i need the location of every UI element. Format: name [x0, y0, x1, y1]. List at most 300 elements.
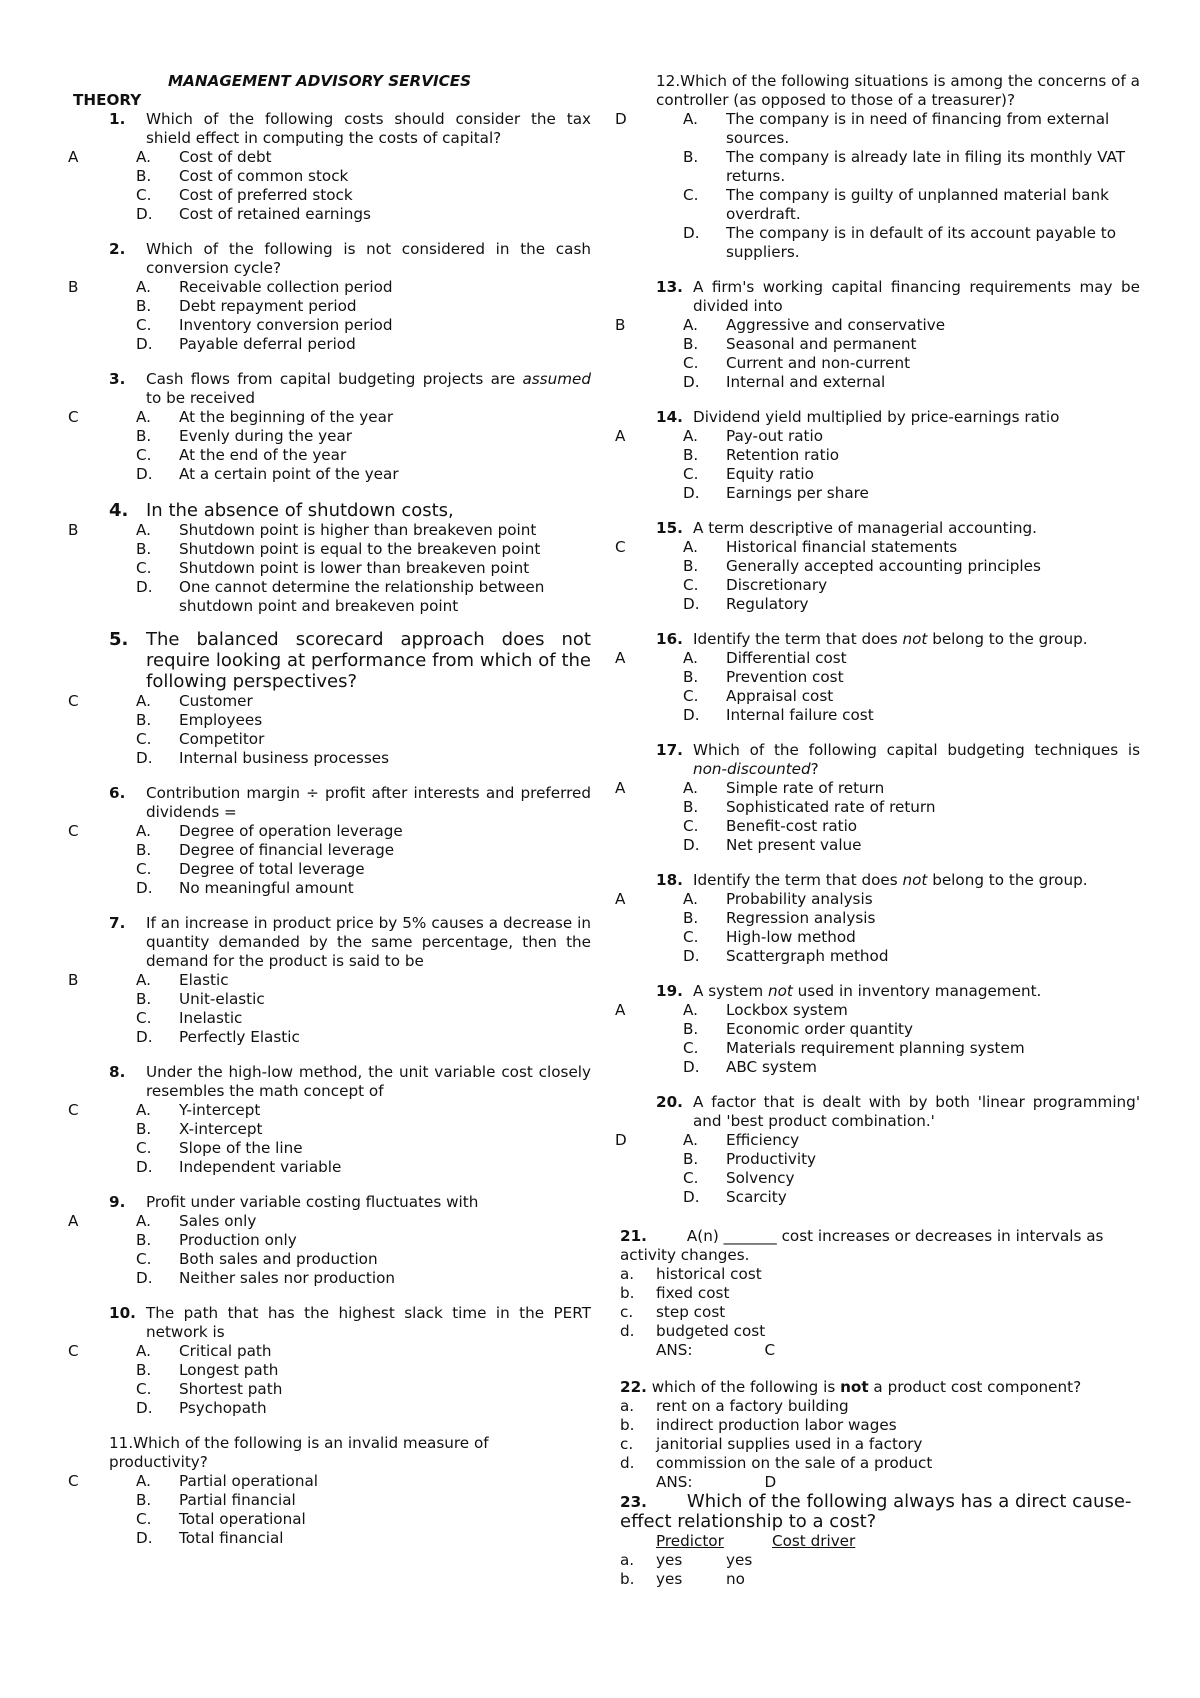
question-stem-block [73, 500, 591, 521]
option-row [73, 749, 591, 768]
option-text: Unit-elastic [179, 990, 265, 1008]
question-stem: A(n) _______ cost increases or decreases in intervals as activity changes. [620, 1227, 1104, 1264]
question-stem-block [620, 408, 1140, 427]
option-text: Earnings per share [726, 484, 869, 502]
option-letter: B. [136, 990, 152, 1008]
option-text: Sophisticated rate of return [726, 798, 936, 816]
question-stem-post: a product cost component? [868, 1378, 1082, 1396]
question-options [620, 1551, 1140, 1589]
option-letter: A. [136, 1101, 151, 1119]
option-letter: D. [136, 879, 153, 897]
option-letter: A. [136, 1212, 151, 1230]
question-number: 22. [620, 1378, 647, 1396]
option-text: Total operational [179, 1510, 306, 1528]
option-letter: B. [136, 167, 152, 185]
option-letter: B. [683, 335, 699, 353]
option-letter: D. [683, 484, 700, 502]
option-row [620, 446, 1140, 465]
option-letter: C. [136, 730, 152, 748]
option-letter: b. [620, 1416, 635, 1434]
question-stem: A factor that is dealt with by both 'linear programming' and 'best product combination.' [693, 1093, 1140, 1130]
question-item [68, 784, 591, 898]
option-row [73, 465, 591, 484]
option-text: Employees [179, 711, 263, 729]
predictor-value: yes [656, 1551, 683, 1569]
question-21 [620, 1227, 1140, 1360]
option-row [73, 1399, 591, 1418]
question-stem-pre: A system [693, 982, 768, 1000]
question-number: 11. [109, 1434, 134, 1452]
option-letter: B. [136, 711, 152, 729]
option-letter: A. [136, 521, 151, 539]
option-row [73, 316, 591, 335]
option-row [620, 1435, 1140, 1454]
option-row [73, 1269, 591, 1288]
option-text: X-intercept [179, 1120, 263, 1138]
document-title: MANAGEMENT ADVISORY SERVICES [168, 72, 472, 90]
option-row [615, 649, 1140, 668]
option-letter: C. [136, 446, 152, 464]
question-options [68, 1472, 591, 1548]
cost-driver-value: yes [726, 1551, 753, 1569]
option-row [73, 1009, 591, 1028]
question-item [615, 408, 1140, 503]
option-text: commission on the sale of a product [656, 1454, 933, 1472]
option-letter: B. [683, 798, 699, 816]
option-row [73, 1158, 591, 1177]
cost-driver-value: no [726, 1570, 745, 1588]
option-text: Cost of debt [179, 148, 272, 166]
question-options [615, 1131, 1140, 1207]
option-text: Critical path [179, 1342, 272, 1360]
option-letter: B. [136, 297, 152, 315]
option-text: High-low method [726, 928, 856, 946]
option-row [620, 354, 1140, 373]
option-text: Prevention cost [726, 668, 844, 686]
question-options [620, 1265, 1140, 1341]
option-letter: C. [683, 576, 699, 594]
option-row [620, 1416, 1140, 1435]
question-stem: Which of the following is an invalid measure of productivity? [109, 1434, 489, 1471]
question-stem-post: belong to the group. [927, 871, 1088, 889]
option-row [620, 186, 1140, 224]
option-row [68, 1472, 591, 1491]
answer-key: A [615, 427, 626, 445]
answer-key: B [615, 316, 626, 334]
question-item [615, 630, 1140, 725]
option-letter: D. [136, 1028, 153, 1046]
option-text: Neither sales nor production [179, 1269, 395, 1287]
option-text: Probability analysis [726, 890, 873, 908]
option-letter: D. [683, 1188, 700, 1206]
question-stem-block [73, 629, 591, 692]
option-text: Appraisal cost [726, 687, 834, 705]
option-text: Shutdown point is equal to the breakeven point [179, 540, 541, 558]
question-options [68, 822, 591, 898]
question-number: 1. [109, 110, 126, 128]
option-text: Solvency [726, 1169, 795, 1187]
question-number: 14. [656, 408, 683, 426]
question-item [68, 629, 591, 768]
answer-key: A [615, 1001, 626, 1019]
option-row [620, 1284, 1140, 1303]
option-text: Shutdown point is higher than breakeven point [179, 521, 537, 539]
option-letter: B. [683, 557, 699, 575]
option-letter: D. [683, 373, 700, 391]
option-letter: C. [683, 928, 699, 946]
option-text: Customer [179, 692, 253, 710]
answer-key: A [68, 148, 79, 166]
option-letter: A. [683, 427, 698, 445]
question-item [615, 72, 1140, 262]
option-row [68, 971, 591, 990]
option-letter: D. [136, 1269, 153, 1287]
question-stem: A firm's working capital financing requirements may be divided into [693, 278, 1140, 315]
option-text: Cost of preferred stock [179, 186, 353, 204]
option-text: Degree of total leverage [179, 860, 365, 878]
question-stem-block [620, 741, 1140, 779]
option-letter: B. [136, 427, 152, 445]
question-item [615, 871, 1140, 966]
question-number: 18. [656, 871, 683, 889]
question-number: 17. [656, 741, 683, 759]
option-row [620, 1020, 1140, 1039]
answer-key: C [68, 1101, 79, 1119]
option-text: Economic order quantity [726, 1020, 913, 1038]
option-text: Perfectly Elastic [179, 1028, 300, 1046]
question-stem-block [73, 1063, 591, 1101]
question-stem-block [73, 1193, 591, 1212]
option-row [68, 692, 591, 711]
option-letter: B. [136, 1491, 152, 1509]
question-stem-post: ? [810, 760, 819, 778]
question-number: 23. [620, 1493, 647, 1511]
option-letter: A. [683, 779, 698, 797]
question-stem-block [73, 914, 591, 971]
question-options [68, 1212, 591, 1288]
option-row [73, 730, 591, 749]
option-text: rent on a factory building [656, 1397, 849, 1415]
question-number: 13. [656, 278, 683, 296]
option-letter: C. [683, 186, 699, 204]
answer-label: ANS: [656, 1473, 693, 1491]
option-letter: b. [620, 1570, 635, 1588]
question-stem: Dividend yield multiplied by price-earnings ratio [693, 408, 1060, 426]
option-row [620, 1265, 1140, 1284]
option-letter: B. [136, 841, 152, 859]
option-row [73, 1028, 591, 1047]
question-number: 7. [109, 914, 126, 932]
left-column [68, 72, 591, 1548]
question-number: 10. [109, 1304, 136, 1322]
question-number: 21. [620, 1227, 647, 1245]
option-row [73, 1120, 591, 1139]
answer-key: C [615, 538, 626, 556]
option-letter: C. [136, 1009, 152, 1027]
option-text: Slope of the line [179, 1139, 303, 1157]
question-number: 8. [109, 1063, 126, 1081]
option-text: One cannot determine the relationship between shutdown point and breakeven point [179, 578, 545, 615]
option-letter: d. [620, 1322, 635, 1340]
option-letter: D. [136, 1399, 153, 1417]
option-row [620, 484, 1140, 503]
option-row [615, 538, 1140, 557]
option-letter: A. [136, 1472, 151, 1490]
option-text: Regression analysis [726, 909, 876, 927]
option-row [620, 148, 1140, 186]
question-options [615, 779, 1140, 855]
option-letter: D. [136, 578, 153, 596]
option-letter: a. [620, 1551, 635, 1569]
question-options [615, 1001, 1140, 1077]
option-row [73, 1529, 591, 1548]
option-row [615, 890, 1140, 909]
option-row [73, 1250, 591, 1269]
answer-value: C [764, 1341, 776, 1359]
option-text: Longest path [179, 1361, 279, 1379]
option-text: Shortest path [179, 1380, 283, 1398]
section-heading: THEORY [73, 91, 142, 109]
option-text: At a certain point of the year [179, 465, 399, 483]
option-row [73, 1361, 591, 1380]
option-row [73, 186, 591, 205]
option-row [615, 1131, 1140, 1150]
option-text: The company is in default of its account payable to suppliers. [726, 224, 1117, 261]
answer-key: C [68, 1342, 79, 1360]
option-letter: D. [683, 224, 700, 242]
question-stem: If an increase in product price by 5% causes a decrease in quantity demanded by the same percentage, then the demand for the product is said to be [146, 914, 591, 970]
predictor-value: yes [656, 1570, 683, 1588]
option-text: At the beginning of the year [179, 408, 394, 426]
option-text: Differential cost [726, 649, 847, 667]
answer-key: C [68, 692, 79, 710]
option-text: Internal business processes [179, 749, 389, 767]
question-options [68, 521, 591, 616]
question-stem-pre: Identify the term that does [693, 871, 903, 889]
question-item [68, 1193, 591, 1288]
option-letter: c. [620, 1435, 634, 1453]
option-row [620, 557, 1140, 576]
question-number: 20. [656, 1093, 683, 1111]
left-question-list [68, 110, 591, 1548]
option-letter: D. [683, 836, 700, 854]
option-text: Scattergraph method [726, 947, 889, 965]
option-text: Inventory conversion period [179, 316, 393, 334]
question-stem-pre: Cash flows from capital budgeting projects are [146, 370, 523, 388]
option-row [73, 879, 591, 898]
option-row [73, 335, 591, 354]
option-letter: A. [136, 822, 151, 840]
question-stem: A term descriptive of managerial accounting. [693, 519, 1037, 537]
question-options [68, 278, 591, 354]
option-letter: A. [136, 692, 151, 710]
question-item [615, 741, 1140, 855]
option-letter: A. [136, 971, 151, 989]
option-text: Competitor [179, 730, 265, 748]
question-item [68, 1063, 591, 1177]
question-number: 15. [656, 519, 683, 537]
question-stem-emphasis: assumed [522, 370, 591, 388]
answer-key: C [68, 1472, 79, 1490]
option-text: At the end of the year [179, 446, 347, 464]
option-text: Degree of financial leverage [179, 841, 395, 859]
option-letter: A. [683, 538, 698, 556]
option-letter: B. [683, 668, 699, 686]
question-item [68, 914, 591, 1047]
option-row [73, 297, 591, 316]
question-stem-strong: not [840, 1378, 869, 1396]
option-text: ABC system [726, 1058, 817, 1076]
question-number: 3. [109, 370, 126, 388]
option-letter: D. [136, 335, 153, 353]
option-row [68, 148, 591, 167]
option-row [68, 1101, 591, 1120]
option-row [620, 1039, 1140, 1058]
option-text: Shutdown point is lower than breakeven point [179, 559, 530, 577]
option-letter: a. [620, 1397, 635, 1415]
option-row [620, 1188, 1140, 1207]
answer-label: ANS: [656, 1341, 693, 1359]
question-stem-pre: Which of the following capital budgeting techniques is [693, 741, 1140, 759]
option-row [73, 1231, 591, 1250]
option-letter: C. [683, 817, 699, 835]
question-item [68, 1434, 591, 1548]
question-22 [620, 1378, 1140, 1492]
option-letter: B. [136, 1231, 152, 1249]
option-row [73, 559, 591, 578]
option-text: Independent variable [179, 1158, 342, 1176]
option-row [620, 1169, 1140, 1188]
answer-key: D [615, 1131, 627, 1149]
option-letter: A. [136, 148, 151, 166]
option-letter: C. [136, 186, 152, 204]
option-text: Lockbox system [726, 1001, 848, 1019]
question-options [68, 692, 591, 768]
option-letter: B. [683, 909, 699, 927]
option-letter: A. [683, 110, 698, 128]
option-text: Partial operational [179, 1472, 319, 1490]
option-row [73, 167, 591, 186]
question-stem-post: used in inventory management. [792, 982, 1042, 1000]
option-letter: B. [683, 446, 699, 464]
option-text: Elastic [179, 971, 229, 989]
question-item [615, 519, 1140, 614]
option-letter: a. [620, 1265, 635, 1283]
question-stem-block [73, 1434, 591, 1472]
option-row [615, 110, 1140, 148]
option-text: fixed cost [656, 1284, 730, 1302]
option-text: Cost of common stock [179, 167, 349, 185]
question-stem-pre: Identify the term that does [693, 630, 903, 648]
option-letter: D. [136, 1529, 153, 1547]
option-text: Inelastic [179, 1009, 243, 1027]
option-letter: d. [620, 1454, 635, 1472]
option-text: Benefit-cost ratio [726, 817, 858, 835]
question-item [68, 240, 591, 354]
option-letter: D. [136, 1158, 153, 1176]
option-letter: D. [683, 595, 700, 613]
answer-key: C [68, 408, 79, 426]
option-row [615, 1001, 1140, 1020]
question-options [68, 1342, 591, 1418]
option-letter: A. [683, 890, 698, 908]
option-text: Degree of operation leverage [179, 822, 403, 840]
option-row [615, 316, 1140, 335]
option-row [68, 278, 591, 297]
option-text: step cost [656, 1303, 726, 1321]
option-letter: b. [620, 1284, 635, 1302]
option-row [73, 205, 591, 224]
option-text: Internal failure cost [726, 706, 874, 724]
option-letter: C. [136, 1510, 152, 1528]
question-item [615, 278, 1140, 392]
question-options [68, 971, 591, 1047]
answer-key: A [615, 779, 626, 797]
option-text: indirect production labor wages [656, 1416, 897, 1434]
option-letter: C. [683, 687, 699, 705]
question-number: 16. [656, 630, 683, 648]
answer-line [620, 1473, 1140, 1492]
option-text: Materials requirement planning system [726, 1039, 1025, 1057]
option-letter: D. [683, 1058, 700, 1076]
question-stem-block [620, 871, 1140, 890]
question-stem: The path that has the highest slack time in the PERT network is [146, 1304, 591, 1341]
option-text: The company is in need of financing from external sources. [726, 110, 1110, 147]
option-letter: D. [136, 749, 153, 767]
question-23 [620, 1492, 1140, 1589]
question-stem-emphasis: not [767, 982, 793, 1000]
option-row [620, 817, 1140, 836]
option-letter: C. [136, 559, 152, 577]
option-text: Simple rate of return [726, 779, 885, 797]
option-letter: C. [683, 354, 699, 372]
option-letter: B. [136, 540, 152, 558]
option-row [73, 1491, 591, 1510]
question-item [615, 1093, 1140, 1207]
option-text: The company is guilty of unplanned material bank overdraft. [726, 186, 1109, 223]
option-text: Productivity [726, 1150, 817, 1168]
option-row [620, 1397, 1140, 1416]
option-letter: D. [683, 706, 700, 724]
option-text: Receivable collection period [179, 278, 393, 296]
option-letter: A. [683, 316, 698, 334]
option-letter: C. [136, 1250, 152, 1268]
option-text: Net present value [726, 836, 862, 854]
option-row [68, 1212, 591, 1231]
option-letter: D. [683, 947, 700, 965]
option-text: Internal and external [726, 373, 886, 391]
question-options [68, 408, 591, 484]
question-options [615, 316, 1140, 392]
option-row [620, 706, 1140, 725]
option-row [73, 1139, 591, 1158]
option-row [620, 465, 1140, 484]
option-row [620, 836, 1140, 855]
question-stem: Profit under variable costing fluctuates with [146, 1193, 479, 1211]
option-row [73, 427, 591, 446]
option-row [73, 860, 591, 879]
option-text: No meaningful amount [179, 879, 354, 897]
option-text: budgeted cost [656, 1322, 766, 1340]
question-number: 19. [656, 982, 683, 1000]
option-row [73, 711, 591, 730]
option-row [620, 668, 1140, 687]
option-letter: B. [683, 1020, 699, 1038]
option-text: Scarcity [726, 1188, 787, 1206]
question-options [620, 1397, 1140, 1473]
option-text: Partial financial [179, 1491, 296, 1509]
option-row [620, 1303, 1140, 1322]
